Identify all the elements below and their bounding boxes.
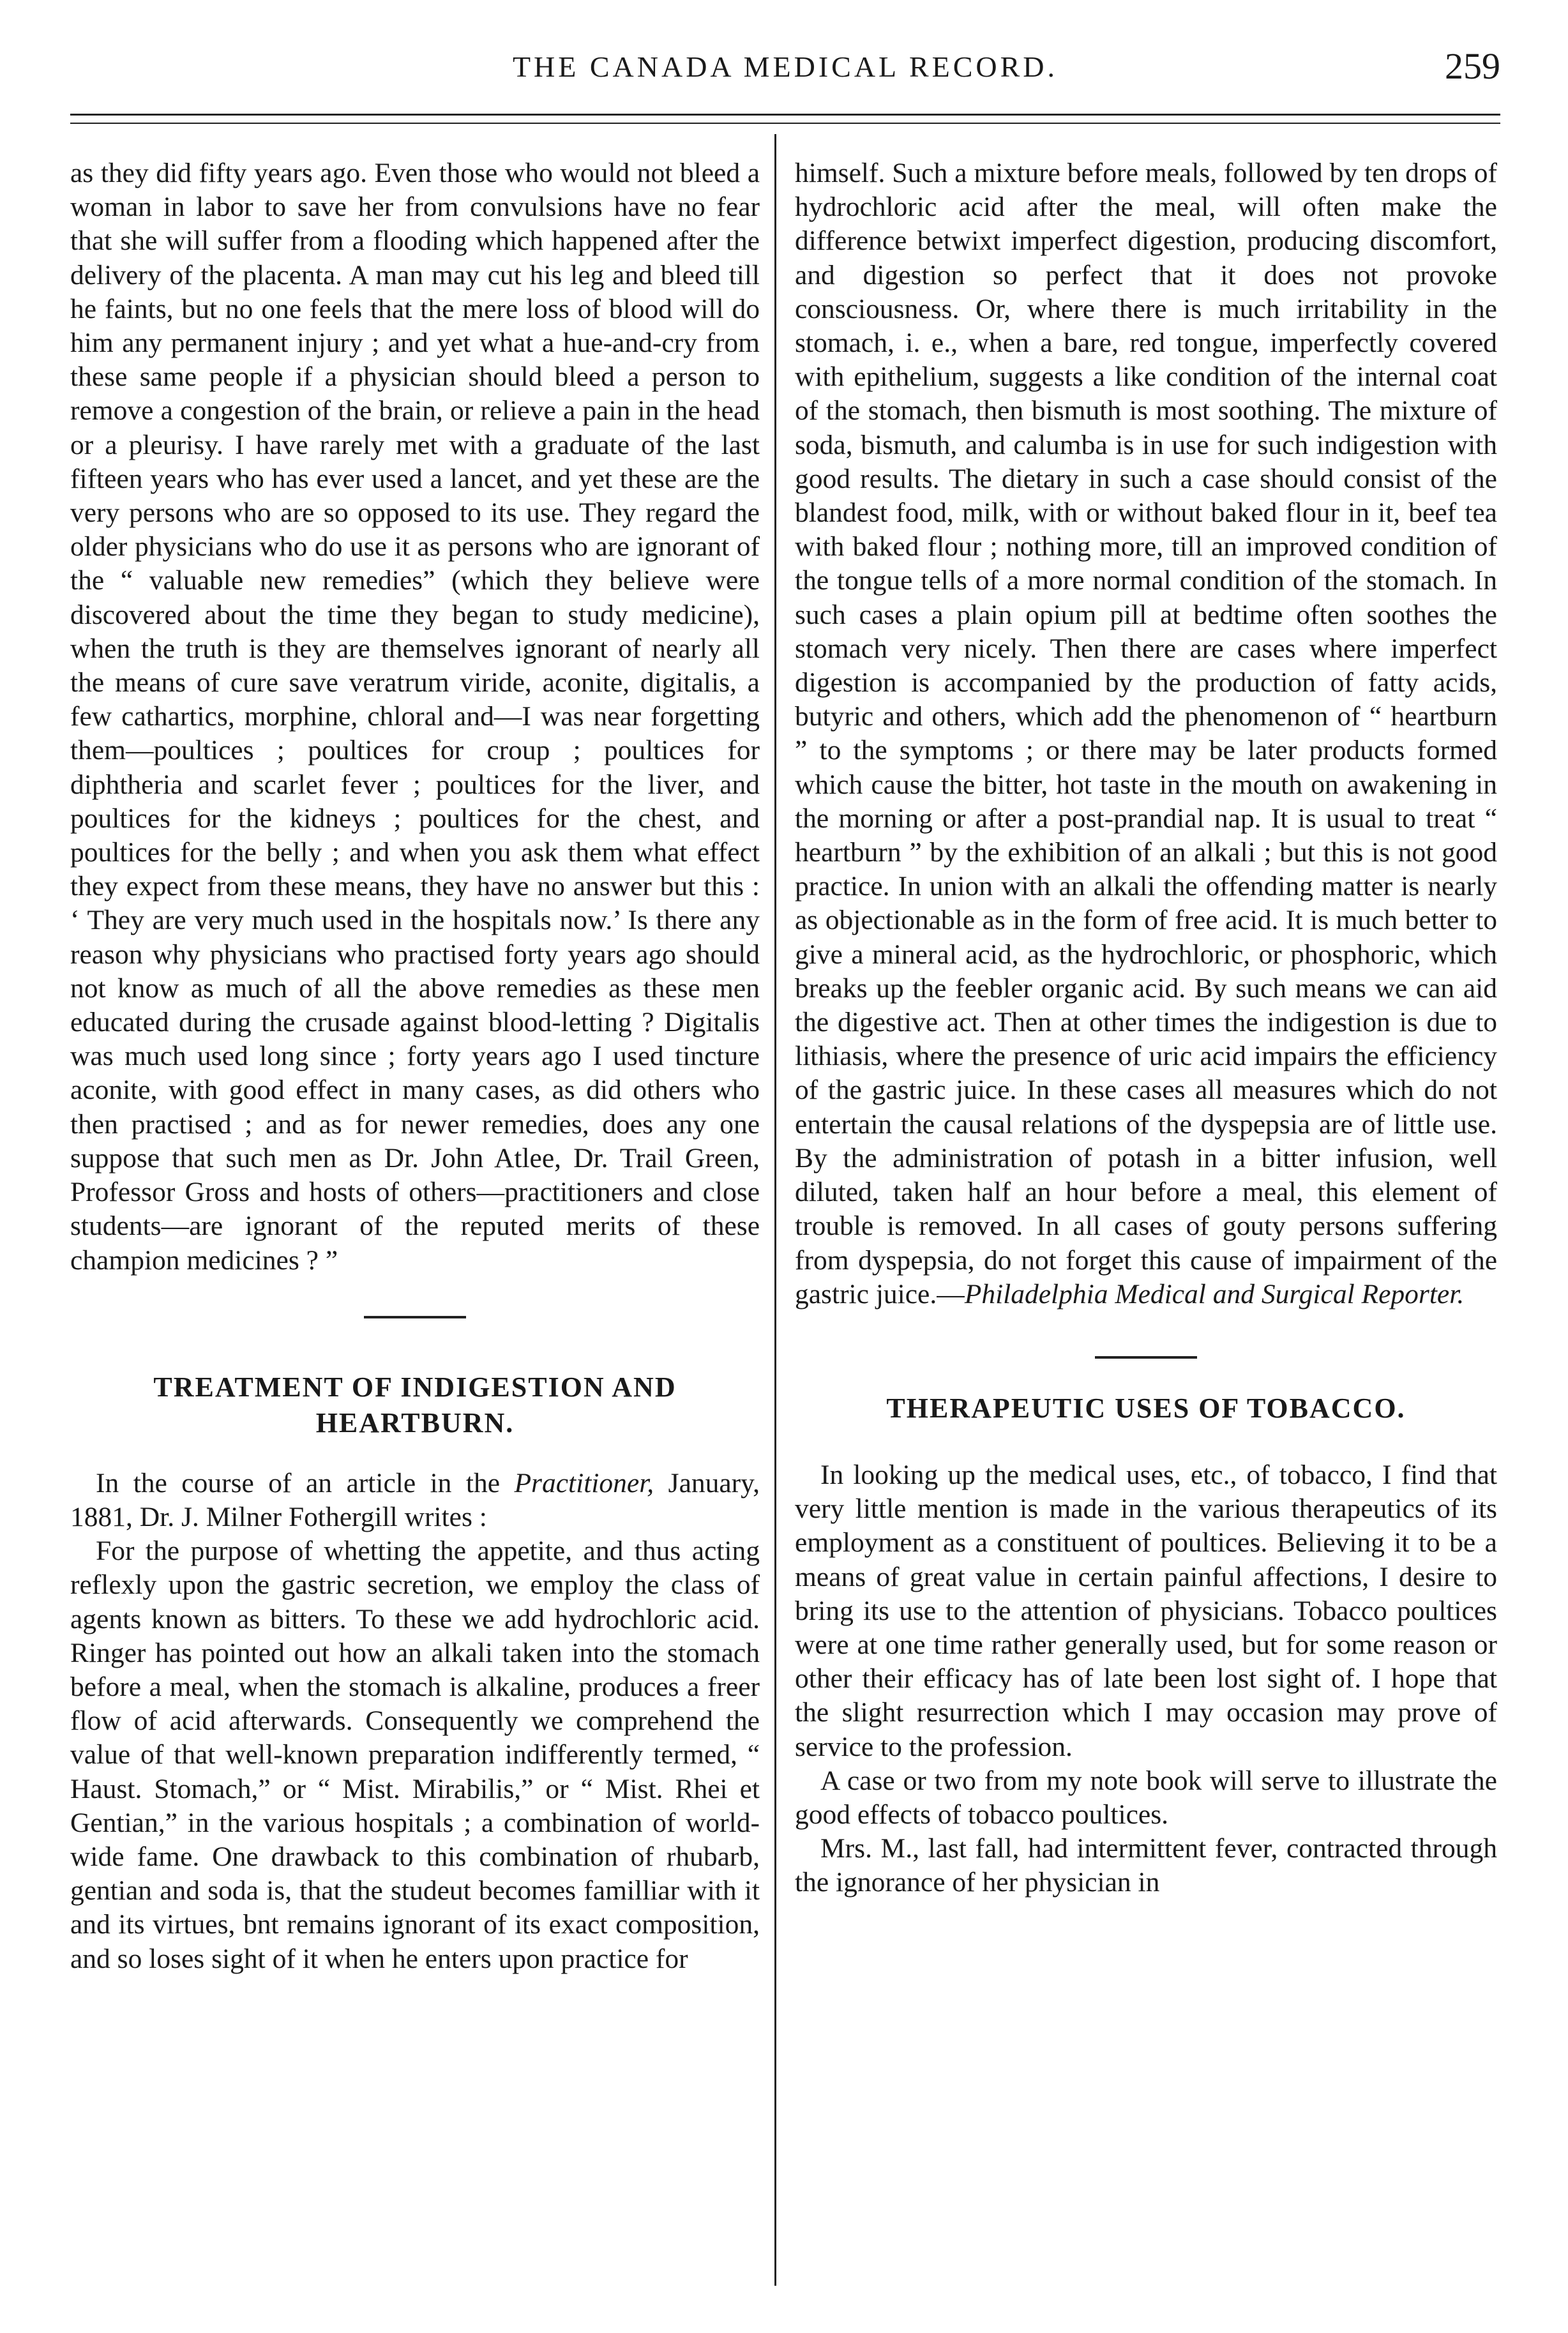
tobacco-paragraph-2: A case or two from my note book will serve to illustrate the good effects of tobacco poultices. bbox=[795, 1765, 1497, 1830]
intro-text-end: January, 1881, Dr. J. Milner Fothergill writes : bbox=[70, 1467, 760, 1532]
column-divider bbox=[774, 134, 776, 2286]
left-column bbox=[70, 156, 760, 1976]
running-head: THE CANADA MEDICAL RECORD. bbox=[512, 50, 1059, 83]
section-heading-tobacco: THERAPEUTIC USES OF TOBACCO. bbox=[886, 1392, 1406, 1424]
intro-text: In the course of an article in the bbox=[96, 1467, 515, 1499]
header-rule-thin bbox=[70, 123, 1500, 124]
continued-paragraph: as they did fifty years ago. Even those who would not bleed a woman in labor to save her from convulsions have no fear that she will suffer from a flooding which happened after the delivery of the placenta. A man may cut his leg and bleed till he faints, but no one feels that the mere loss of blood will do him any permanent injury ; and yet what a hue-and-cry from these same people if a physician should bleed a person to remove a congestion of the brain, or relieve a pain in the head or a pleurisy. I have rarely met with a graduate of the last fifteen years who has ever used a lancet, and yet these are the very persons who are so opposed to its use. They regard the older physicians who do use it as persons who are ignorant of the “ valuable new remedies” (which they believe were discovered about the time they began to study medicine), when the truth is they are themselves ignorant of nearly all the means of cure save veratrum viride, aconite, digitalis, a few cathartics, morphine, chloral and—I was near forgetting them—poultices ; poultices for croup ; poultices for diphtheria and scarlet fever ; poultices for the liver, and poultices for the kidneys ; poultices for the chest, and poultices for the belly ; and when you ask them what effect they expect from these means, they have no answer but this : ‘ They are very much used in the hospitals now.’ Is there any reason why physicians who practised forty years ago should not know as much of all the above remedies as these men educated during the crusade against blood-letting ? Digitalis was much used long since ; forty years ago I used tincture aconite, with good effect in many cases, as did others who then practised ; and as for newer remedies, does any one suppose that such men as Dr. John Atlee, Dr. Trail Green, Professor Gross and hosts of others—practitioners and close students—are ignorant of the reputed merits of these champion medicines ? ” bbox=[70, 158, 760, 1276]
intro-paragraph bbox=[70, 1467, 760, 1534]
right-column bbox=[795, 156, 1497, 1900]
page-header bbox=[70, 45, 1500, 96]
page-number: 259 bbox=[1445, 45, 1500, 87]
continued-paragraph-right bbox=[795, 156, 1497, 1311]
section-heading-indigestion: TREATMENT OF INDIGESTION AND HEARTBURN. bbox=[153, 1371, 677, 1438]
source-reporter: Philadelphia Medical and Surgical Reporter. bbox=[964, 1278, 1465, 1310]
tobacco-paragraph-1: In looking up the medical uses, etc., of tobacco, I find that very little mention is made in the various therapeutics of its employment as a constituent of poultices. Believing it to be a means of great value in certain painful affections, I desire to bring its use to the attention of physicians. Tobacco poultices were at one time rather generally used, but for some reason or other their efficacy has of late been lost sight of. I hope that the slight resurrection which I may occasion may prove of service to the profession. bbox=[795, 1459, 1497, 1762]
source-practitioner: Practitioner, bbox=[514, 1467, 654, 1499]
paragraph-text: himself. Such a mixture before meals, followed by ten drops of hydrochloric acid after the meal, will often make the difference betwixt imperfect digestion, producing discomfort, and digestion so perfect that it does not provoke consciousness. Or, where there is much irritability in the stomach, i. e., when a bare, red tongue, imperfectly covered with epithelium, suggests a like condition of the internal coat of the stomach, then bismuth is most soothing. The mixture of soda, bismuth, and calumba is in use for such indigestion with good results. The dietary in such a case should consist of the blandest food, milk, with or without baked flour in it, beef tea with baked flour ; nothing more, till an improved condition of the tongue tells of a more normal condition of the stomach. In such cases a plain opium pill at bedtime often soothes the stomach very nicely. Then there are cases where imperfect digestion is accompanied by the production of fatty acids, butyric and others, which add the phenomenon of “ heartburn ” to the symptoms ; or there may be later products formed which cause the bitter, hot taste in the mouth on awakening in the morning or after a post-prandial nap. It is usual to treat “ heartburn ” by the exhibition of an alkali ; but this is not good practice. In union with an alkali the offending matter is nearly as objectionable as in the form of free acid. It is much better to give a mineral acid, as the hydrochloric, or phosphoric, which breaks up the feebler organic acid. By such means we can aid the digestive act. Then at other times the indigestion is due to lithiasis, where the presence of uric acid impairs the efficiency of the gastric juice. In these cases all measures which do not entertain the causal relations of the dyspepsia are of little use. By the administration of potash in a bitter infusion, well diluted, taken half an hour before a meal, this element of trouble is removed. In all cases of gouty persons suffering from dyspepsia, do not forget this cause of impairment of the gastric juice.— bbox=[795, 158, 1497, 1310]
body-paragraph: For the purpose of whetting the appetite, and thus acting reflexly upon the gastric secretion, we employ the class of agents known as bitters. To these we add hydrochloric acid. Ringer has pointed out how an alkali taken into the stomach before a meal, when the stomach is alkaline, produces a freer flow of acid afterwards. Consequently we comprehend the value of that well-known preparation indifferently termed, “ Haust. Stomach,” or “ Mist. Mirabilis,” or “ Mist. Rhei et Gentian,” in the various hospitals ; a combination of world-wide fame. One drawback to this combination of rhubarb, gentian and soda is, that the studeut becomes familliar with it and its virtues, bnt remains ignorant of its exact composition, and so loses sight of it when he enters upon practice for bbox=[70, 1536, 760, 1974]
header-rule bbox=[70, 114, 1500, 116]
tobacco-paragraph-3: Mrs. M., last fall, had intermittent fever, contracted through the ignorance of her physician in bbox=[795, 1833, 1497, 1898]
